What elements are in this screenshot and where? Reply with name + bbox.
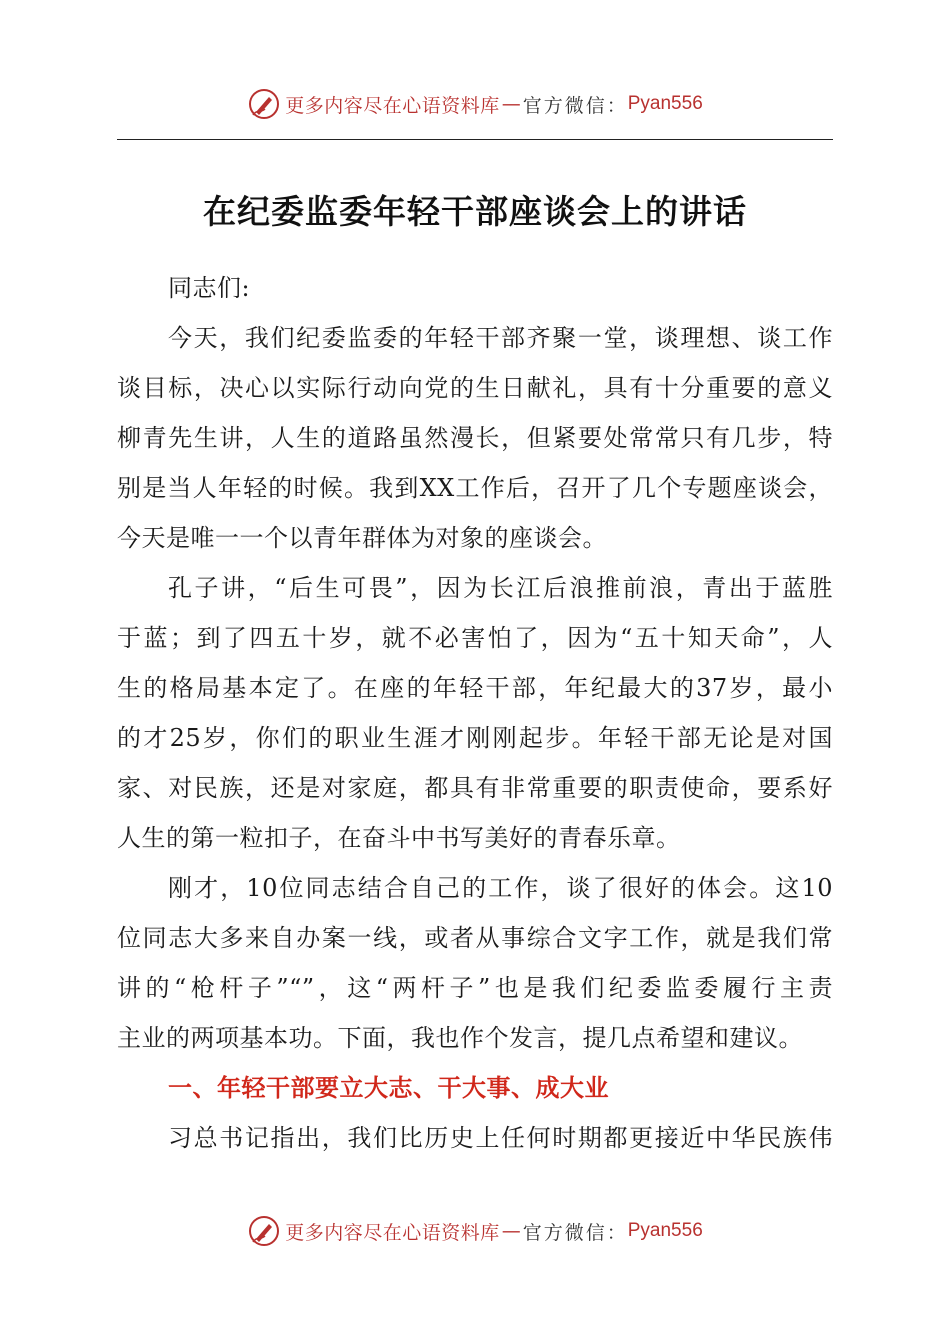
paragraph-line: 今天，我们纪委监委的年轻干部齐聚一堂，谈理想、谈工作 [168, 324, 833, 352]
pen-logo-icon [247, 1214, 281, 1248]
document-body [117, 263, 833, 1163]
salutation: 同志们: [168, 274, 251, 302]
paragraph-line: 今天是唯一一个以青年群体为对象的座谈会。 [117, 524, 607, 552]
paragraph-line: 人生的第一粒扣子，在奋斗中书写美好的青春乐章。 [117, 824, 681, 852]
paragraph-line: 生的格局基本定了。在座的年轻干部，年纪最大的37岁，最小 [117, 674, 833, 702]
paragraph-line: 家、对民族，还是对家庭，都具有非常重要的职责使命，要系好 [117, 774, 833, 802]
paragraph-line: 习总书记指出，我们比历史上任何时期都更接近中华民族伟 [168, 1124, 833, 1152]
watermark-label: 官方微信： [522, 94, 628, 117]
section-heading: 一、年轻干部要立大志、干大事、成大业 [168, 1074, 609, 1102]
document-title: 在纪委监委年轻干部座谈会上的讲话 [203, 192, 747, 231]
paragraph-line: 位同志大多来自办案一线，或者从事综合文字工作，就是我们常 [117, 924, 833, 952]
watermark-text: 更多内容尽在心语资料库 [285, 1221, 500, 1244]
paragraph-line: 柳青先生讲，人生的道路虽然漫长，但紧要处常常只有几步，特 [117, 424, 833, 452]
watermark-dash: — [501, 93, 521, 115]
pen-logo-icon [247, 87, 281, 121]
watermark-dash: — [501, 1220, 521, 1242]
paragraph-line: 刚才，10位同志结合自己的工作，谈了很好的体会。这10 [168, 874, 833, 902]
watermark-wechat-id: Pyan556 [627, 93, 703, 114]
watermark-text: 更多内容尽在心语资料库 [285, 94, 500, 117]
paragraph-line: 主业的两项基本功。下面，我也作个发言，提几点希望和建议。 [117, 1024, 803, 1052]
header-watermark [0, 84, 950, 124]
header-divider [117, 139, 833, 140]
paragraph-line: 别是当人年轻的时候。我到XX工作后，召开了几个专题座谈会， [117, 474, 833, 502]
footer-watermark [0, 1211, 950, 1251]
paragraph-line: 讲的“枪杆子”“”，这“两杆子”也是我们纪委监委履行主责 [117, 974, 833, 1002]
watermark-wechat-id: Pyan556 [627, 1220, 703, 1241]
paragraph-line: 的才25岁，你们的职业生涯才刚刚起步。年轻干部无论是对国 [117, 724, 833, 752]
watermark-label: 官方微信： [522, 1221, 628, 1244]
paragraph-line: 孔子讲，“后生可畏”，因为长江后浪推前浪，青出于蓝胜 [168, 574, 833, 602]
paragraph-line: 谈目标，决心以实际行动向党的生日献礼，具有十分重要的意义 [117, 374, 833, 402]
paragraph-line: 于蓝；到了四五十岁，就不必害怕了，因为“五十知天命”，人 [117, 624, 833, 652]
